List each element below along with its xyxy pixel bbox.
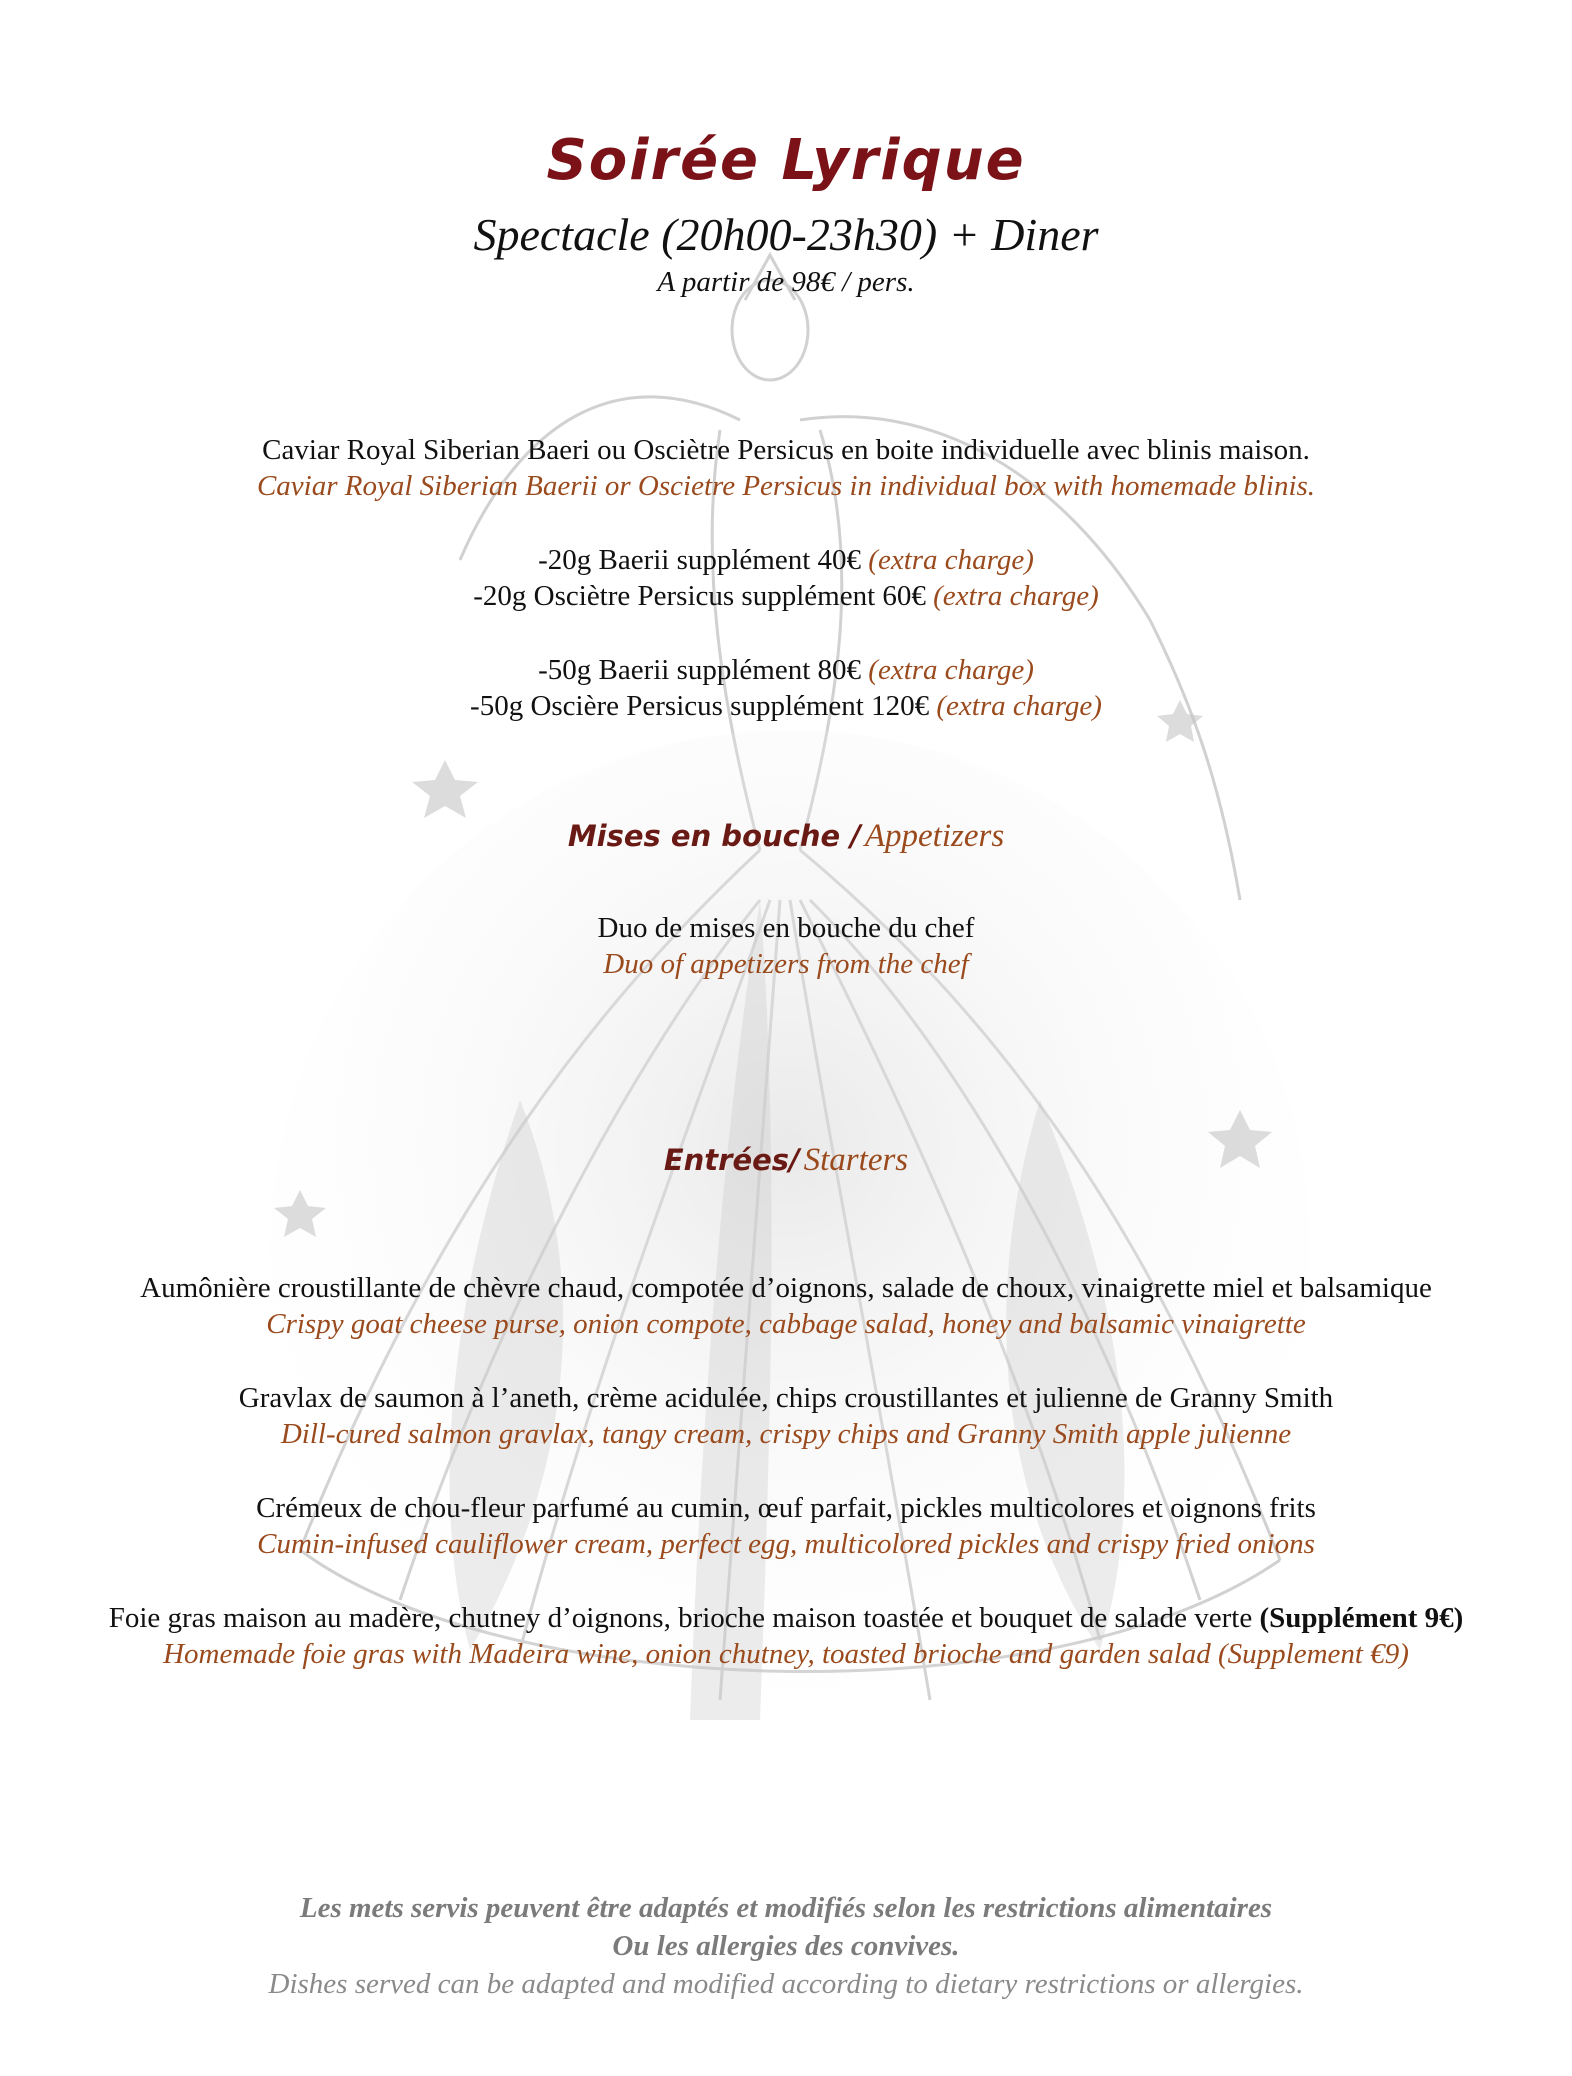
starter-item-fr [0, 1272, 1572, 1305]
price-line: A partir de 98€ / pers. [657, 266, 915, 298]
caviar-option-text: -50g Baerii supplément 80€ [538, 654, 862, 686]
starter-item-en: Dill-cured salmon gravlax, tangy cream, crispy chips and Granny Smith apple julienne [280, 1418, 1292, 1450]
starter-item-en: Crispy goat cheese purse, onion compote, cabbage salad, honey and balsamic vinaigrette [266, 1308, 1306, 1340]
page-title: Soirée Lyrique [546, 128, 1026, 193]
section-heading-appetizers [0, 818, 1572, 855]
caviar-option-extra: (extra charge) [868, 544, 1034, 576]
starter-item-rest: , chutney d’oignons, brioche maison toastée et bouquet de salade verte [434, 1602, 1260, 1634]
section-heading-en: Starters [803, 1142, 909, 1178]
starter-supplement: (Supplément 9€) [1259, 1602, 1464, 1634]
starter-item-rest: , compotée d’oignons, salade de choux, vinaigrette miel et balsamique [616, 1272, 1432, 1304]
caviar-option [0, 580, 1572, 613]
section-heading-starters [0, 1142, 1572, 1179]
starter-item-main: Crémeux de chou-fleur parfumé au cumin [256, 1492, 744, 1524]
caviar-option-extra: (extra charge) [936, 690, 1102, 722]
starter-item-en: Cumin-infused cauliflower cream, perfect egg, multicolored pickles and crispy fried onions [257, 1528, 1315, 1560]
starter-item-main: Gravlax de saumon à l’aneth [238, 1382, 573, 1414]
dietary-note-fr-line1: Les mets servis peuvent être adaptés et modifiés selon les restrictions alimentaires [299, 1892, 1273, 1924]
caviar-option-extra: (extra charge) [933, 580, 1099, 612]
starter-item-fr [0, 1492, 1572, 1525]
appetizer-item-fr: Duo de mises en bouche du chef [597, 912, 975, 944]
section-heading-fr: Mises en bouche / [567, 819, 861, 853]
caviar-option-extra: (extra charge) [868, 654, 1034, 686]
section-heading-fr: Entrées/ [663, 1143, 800, 1177]
starter-item-rest: , crème acidulée, chips croustillantes et julienne de Granny Smith [572, 1382, 1334, 1414]
caviar-option [0, 654, 1572, 687]
caviar-option [0, 690, 1572, 723]
starter-item-main: Aumônière croustillante de chèvre chaud [140, 1272, 617, 1304]
caviar-description-fr: Caviar Royal Siberian Baeri ou Osciètre Persicus en boite individuelle avec blinis maison. [262, 434, 1310, 466]
starter-item-fr [0, 1382, 1572, 1415]
starter-item-rest: , œuf parfait, pickles multicolores et oignons frits [743, 1492, 1316, 1524]
caviar-option-text: -20g Baerii supplément 40€ [538, 544, 862, 576]
starter-item-en: Homemade foie gras with Madeira wine, onion chutney, toasted brioche and garden salad (Supplement €9) [163, 1638, 1409, 1670]
section-heading-en: Appetizers [864, 818, 1005, 854]
starter-item-main: Foie gras maison au madère [108, 1602, 435, 1634]
page-subtitle: Spectacle (20h00-23h30) + Diner [473, 209, 1099, 260]
caviar-option-text: -20g Osciètre Persicus supplément 60€ [473, 580, 926, 612]
dietary-note-en: Dishes served can be adapted and modified according to dietary restrictions or allergies. [268, 1968, 1304, 2000]
dietary-note-fr-line2: Ou les allergies des convives. [612, 1930, 960, 1962]
caviar-description-en: Caviar Royal Siberian Baerii or Oscietre Persicus in individual box with homemade blinis. [256, 470, 1316, 502]
appetizer-item-en: Duo of appetizers from the chef [603, 948, 969, 980]
starter-item-fr [0, 1602, 1572, 1635]
caviar-option [0, 544, 1572, 577]
caviar-option-text: -50g Oscière Persicus supplément 120€ [470, 690, 930, 722]
